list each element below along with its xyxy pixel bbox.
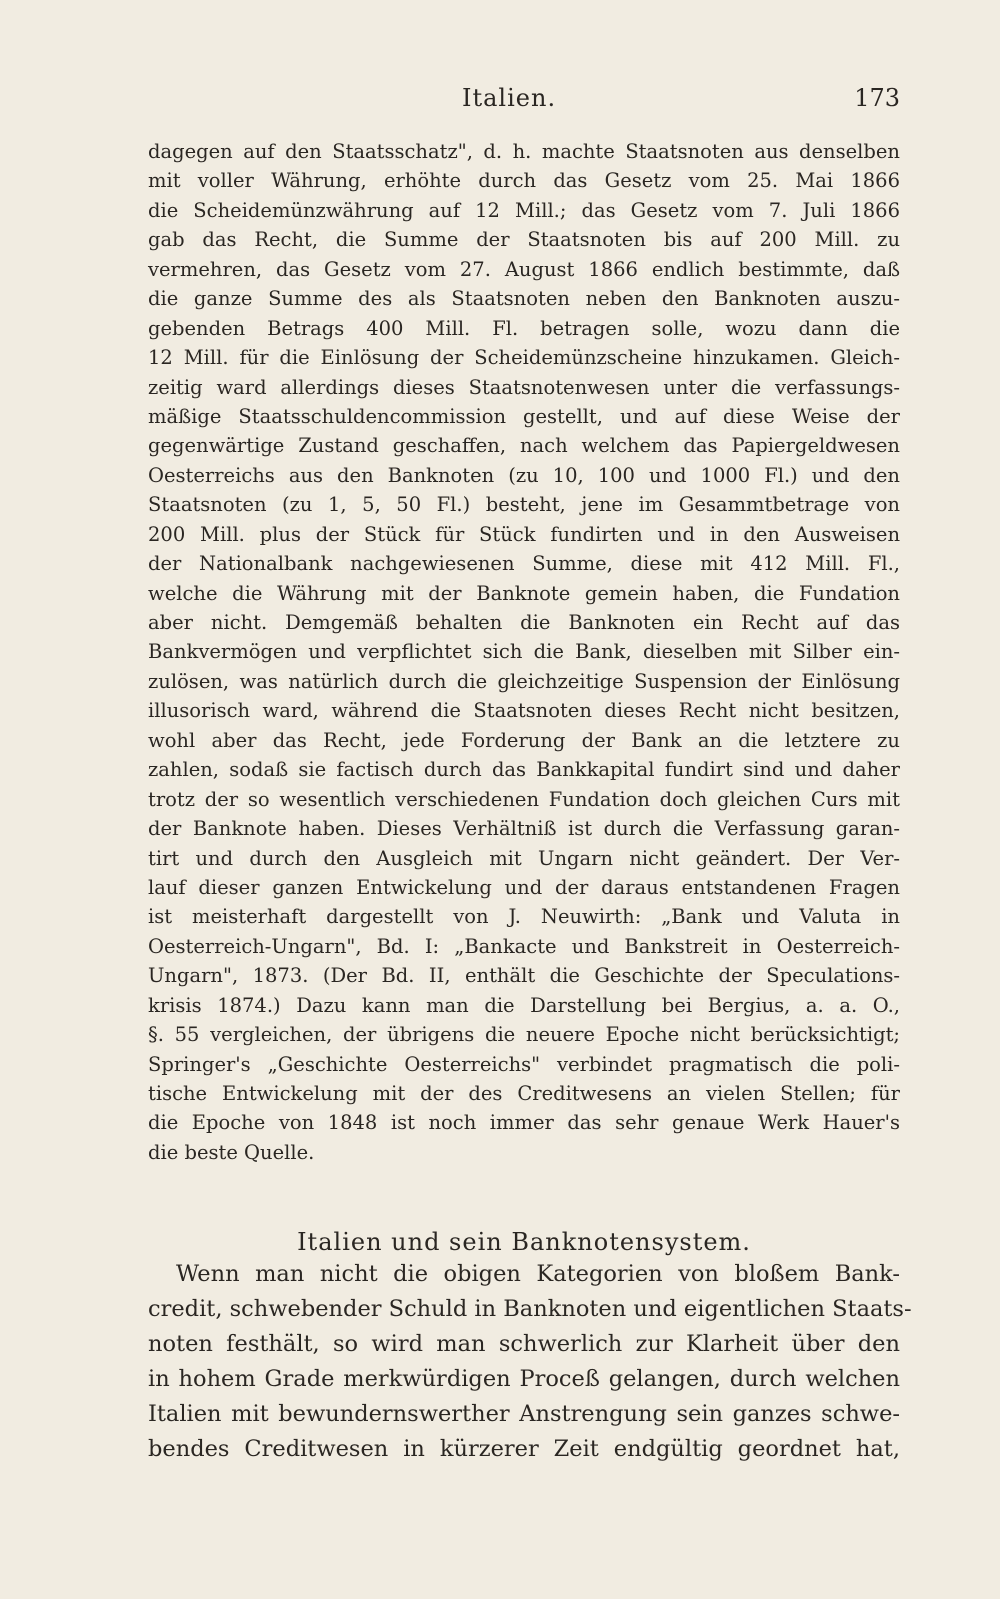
text-line: die Scheidemünzwährung auf 12 Mill.; das Gesetz vom 7. Juli 1866 bbox=[148, 198, 900, 222]
text-line: bendes Creditwesen in kürzerer Zeit endgültig geordnet hat, bbox=[148, 1436, 900, 1462]
text-line: zahlen, sodaß sie factisch durch das Bankkapital fundirt sind und daher bbox=[148, 758, 900, 782]
page-number: 173 bbox=[854, 84, 900, 112]
text-line: Wenn man nicht die obigen Kategorien von bloßem Bank- bbox=[176, 1261, 900, 1287]
text-line: in hohem Grade merkwürdigen Proceß gelangen, durch welchen bbox=[148, 1366, 900, 1392]
text-line: die ganze Summe des als Staatsnoten neben den Banknoten auszu- bbox=[148, 287, 900, 311]
text-line: lauf dieser ganzen Entwickelung und der daraus entstandenen Fragen bbox=[148, 875, 900, 899]
text-line: 200 Mill. plus der Stück für Stück fundirten und in den Ausweisen bbox=[148, 522, 900, 546]
text-line: trotz der so wesentlich verschiedenen Fundation doch gleichen Curs mit bbox=[148, 787, 900, 811]
text-line: zulösen, was natürlich durch die gleichzeitige Suspension der Einlösung bbox=[148, 669, 900, 693]
continued-paragraph bbox=[148, 137, 900, 1167]
text-line: die beste Quelle. bbox=[148, 1140, 315, 1164]
page-header bbox=[148, 84, 900, 120]
text-line: Oesterreichs aus den Banknoten (zu 10, 100 und 1000 Fl.) und den bbox=[148, 463, 900, 487]
main-paragraph bbox=[148, 1257, 912, 1467]
text-line: tische Entwickelung mit der des Creditwesens an vielen Stellen; für bbox=[148, 1082, 900, 1105]
text-line: gebenden Betrags 400 Mill. Fl. betragen solle, wozu dann die bbox=[148, 316, 900, 340]
text-line: aber nicht. Demgemäß behalten die Banknoten ein Recht auf das bbox=[148, 611, 900, 634]
text-line: der Nationalbank nachgewiesenen Summe, diese mit 412 Mill. Fl., bbox=[148, 552, 900, 576]
text-line: welche die Währung mit der Banknote gemein haben, die Fundation bbox=[148, 581, 900, 605]
text-line: §. 55 vergleichen, der übrigens die neuere Epoche nicht berücksichtigt; bbox=[148, 1023, 900, 1047]
text-line: Italien mit bewundernswerther Anstrengung sein ganzes schwe- bbox=[148, 1401, 900, 1427]
text-line: tirt und durch den Ausgleich mit Ungarn nicht geändert. Der Ver- bbox=[148, 846, 900, 870]
text-line: Oesterreich-Ungarn", Bd. I: „Bankacte und Bankstreit in Oesterreich- bbox=[148, 934, 900, 958]
text-line: illusorisch ward, während die Staatsnoten dieses Recht nicht besitzen, bbox=[148, 699, 900, 723]
text-line: mit voller Währung, erhöhte durch das Gesetz vom 25. Mai 1866 bbox=[148, 169, 900, 193]
text-line: 12 Mill. für die Einlösung der Scheidemünzscheine hinzukamen. Gleich- bbox=[148, 346, 900, 370]
text-line: Bankvermögen und verpflichtet sich die Bank, dieselben mit Silber ein- bbox=[148, 640, 900, 664]
section-heading: Italien und sein Banknotensystem. bbox=[297, 1228, 751, 1256]
text-line: wohl aber das Recht, jede Forderung der Bank an die letztere zu bbox=[148, 728, 900, 752]
text-line: ist meisterhaft dargestellt von J. Neuwirth: „Bank und Valuta in bbox=[148, 905, 900, 929]
text-line: die Epoche von 1848 ist noch immer das sehr genaue Werk Hauer's bbox=[148, 1111, 900, 1135]
text-line: credit, schwebender Schuld in Banknoten und eigentlichen Staats- bbox=[148, 1296, 912, 1322]
text-line: noten festhält, so wird man schwerlich zur Klarheit über den bbox=[148, 1331, 900, 1357]
text-line: der Banknote haben. Dieses Verhältniß ist durch die Verfassung garan- bbox=[148, 817, 900, 841]
text-line: gab das Recht, die Summe der Staatsnoten bis auf 200 Mill. zu bbox=[148, 228, 900, 252]
text-line: vermehren, das Gesetz vom 27. August 1866 endlich bestimmte, daß bbox=[148, 257, 900, 281]
text-line: zeitig ward allerdings dieses Staatsnotenwesen unter die verfassungs- bbox=[148, 375, 900, 399]
text-line: Staatsnoten (zu 1, 5, 50 Fl.) besteht, jene im Gesammtbetrage von bbox=[148, 493, 900, 517]
text-line: Ungarn", 1873. (Der Bd. II, enthält die Geschichte der Speculations- bbox=[148, 964, 900, 988]
text-line: Springer's „Geschichte Oesterreichs" verbindet pragmatisch die poli- bbox=[148, 1052, 900, 1076]
text-line: gegenwärtige Zustand geschaffen, nach welchem das Papiergeldwesen bbox=[148, 434, 900, 458]
running-title: Italien. bbox=[462, 84, 557, 112]
text-line: dagegen auf den Staatsschatz", d. h. machte Staatsnoten aus denselben bbox=[148, 140, 900, 163]
text-line: mäßige Staatsschuldencommission gestellt, und auf diese Weise der bbox=[148, 404, 900, 428]
text-line: krisis 1874.) Dazu kann man die Darstellung bei Bergius, a. a. O., bbox=[148, 993, 900, 1017]
